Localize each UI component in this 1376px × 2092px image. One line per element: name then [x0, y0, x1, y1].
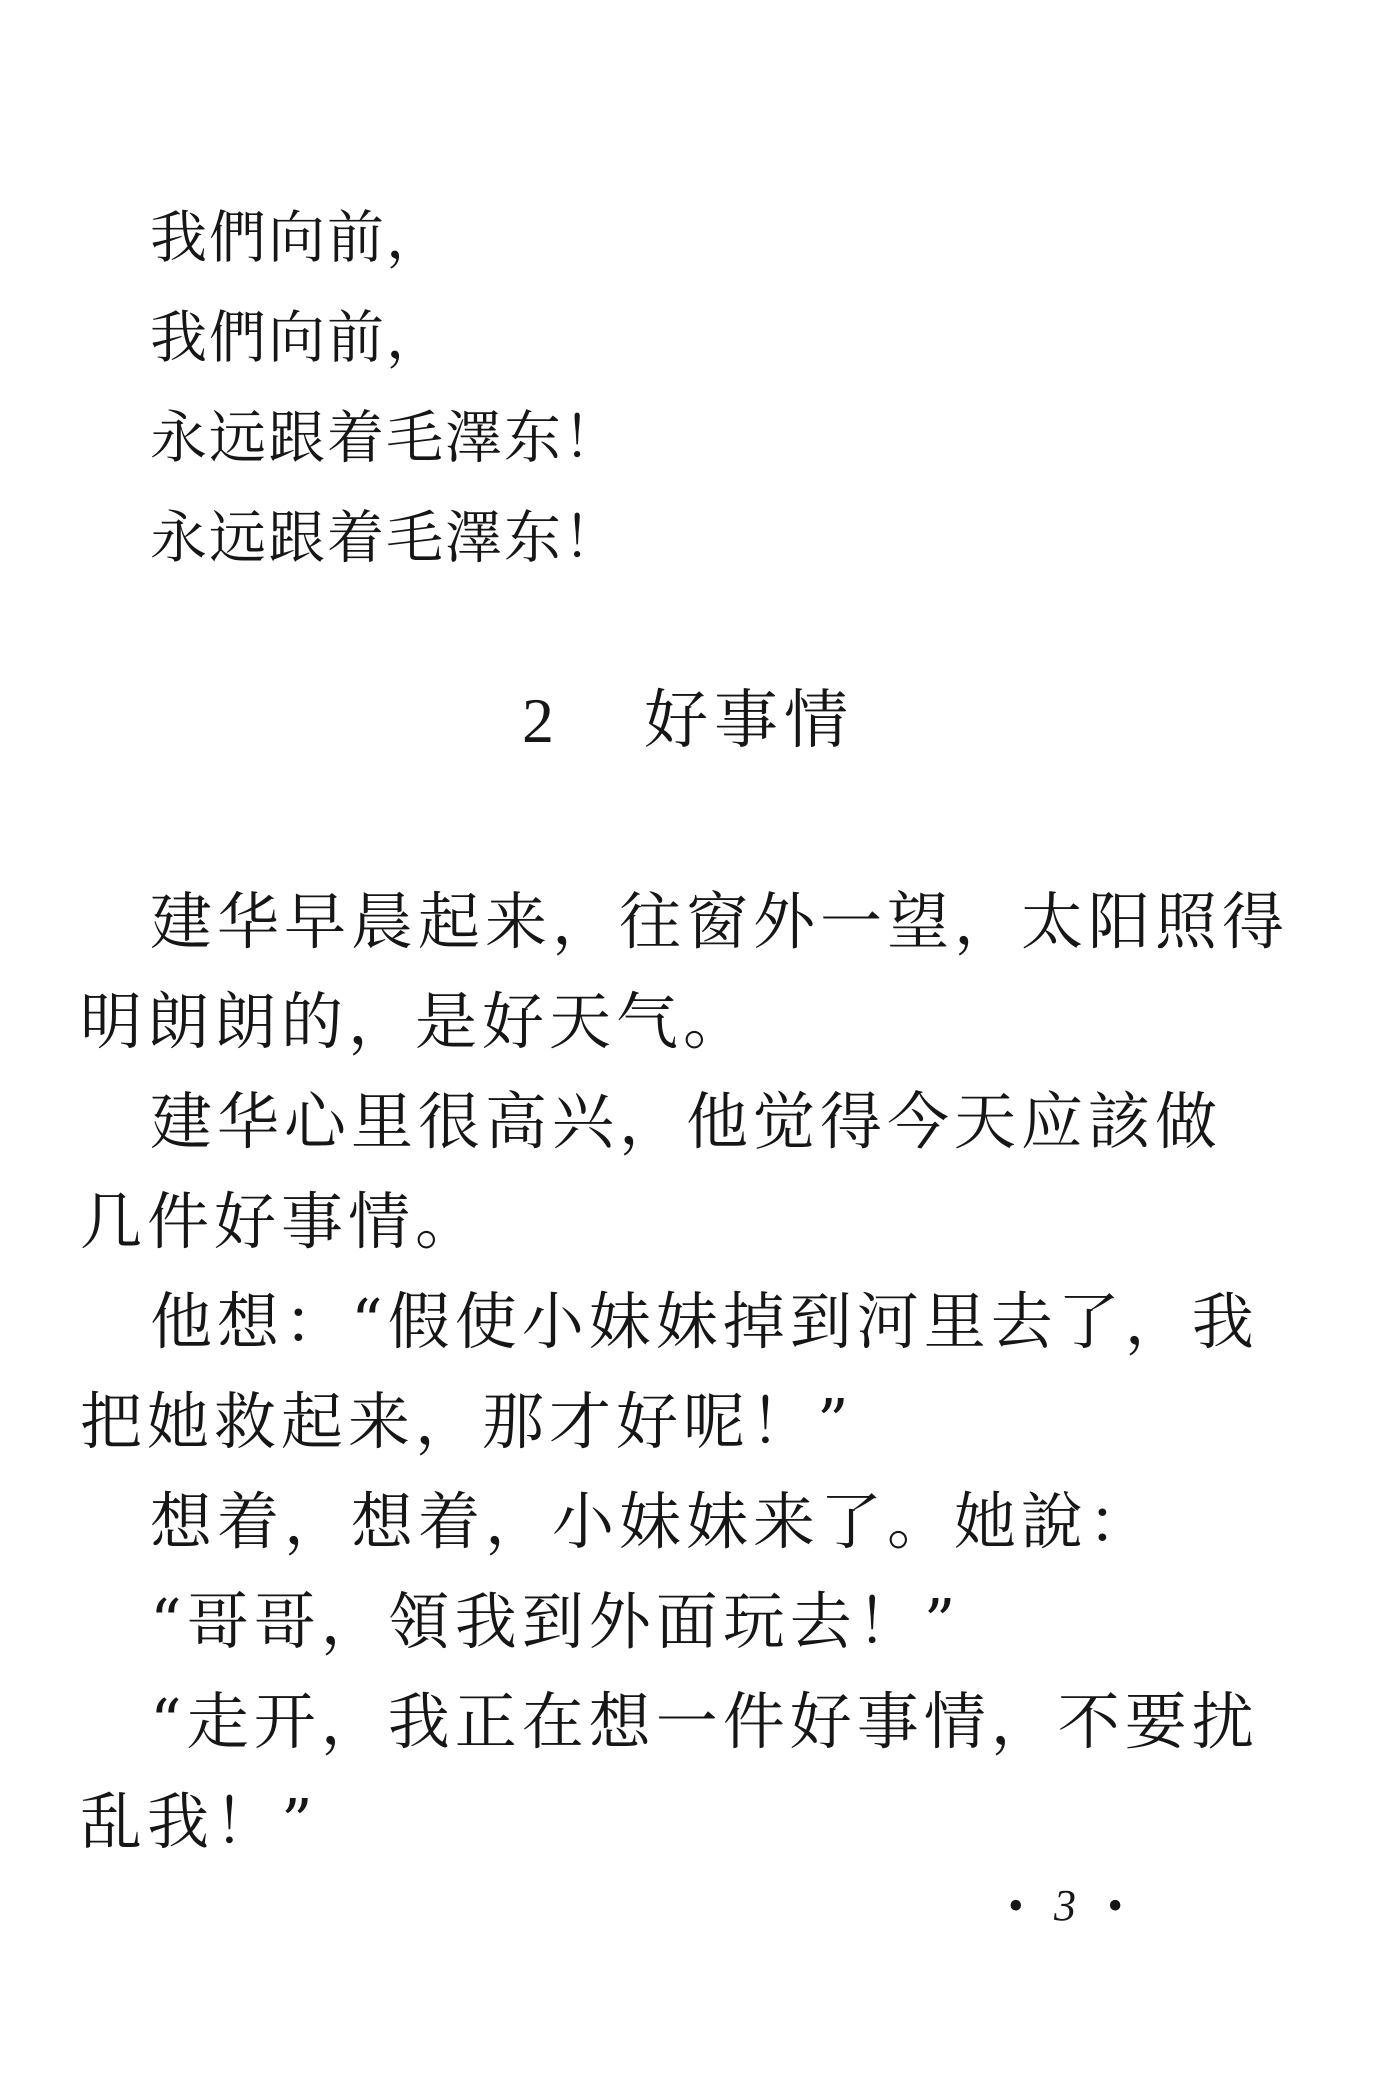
- chapter-title: 好事情: [644, 684, 854, 758]
- page-number: • 3 •: [1007, 1881, 1133, 1930]
- paragraph-line: 乱我！”: [80, 1785, 318, 1858]
- paragraph-line: 把她救起来，那才好呢！”: [80, 1385, 854, 1458]
- poem-line: 永远跟着毛澤东！: [150, 405, 622, 471]
- paragraph-line: 几件好事情。: [80, 1185, 483, 1258]
- chapter-heading: [0, 676, 1376, 766]
- paragraph-line: “走开，我正在想一件好事情，不要扰: [150, 1685, 1259, 1758]
- paragraph-line: 想着，想着，小妹妹来了。她說：: [150, 1485, 1156, 1558]
- chapter-number: 2: [522, 685, 554, 756]
- paragraph-line: “哥哥，領我到外面玩去！”: [150, 1585, 961, 1658]
- poem-line: 永远跟着毛澤东！: [150, 505, 622, 571]
- paragraph-line: 明朗朗的，是好天气。: [80, 985, 751, 1058]
- poem-block: [150, 188, 850, 588]
- poem-line: 我們向前，: [150, 305, 445, 371]
- poem-line: 我們向前，: [150, 205, 445, 271]
- paragraph-line: 建华早晨起来，往窗外一望，太阳照得: [150, 885, 1290, 958]
- paragraph-line: 他想：“假使小妹妹掉到河里去了，我: [150, 1285, 1259, 1358]
- paragraph-line: 建华心里很高兴，他觉得今天应該做: [150, 1085, 1223, 1158]
